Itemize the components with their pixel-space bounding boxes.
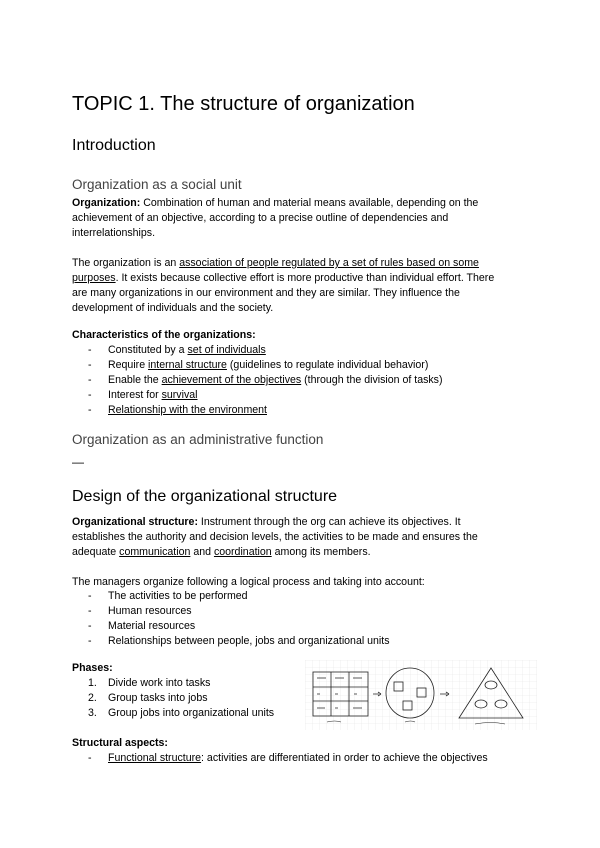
characteristics-list [88, 343, 443, 418]
paragraph-text: development of individuals and the society. [72, 302, 274, 314]
phases-list [88, 676, 274, 721]
definition-term: Organization: [72, 197, 141, 209]
list-item: - Constituted by a set of individuals [88, 344, 266, 356]
list-item: 3. Group jobs into organizational units [88, 707, 275, 719]
definition-text: interrelationships. [72, 227, 156, 239]
communication-link: communication [119, 546, 191, 558]
design-heading: Design of the organizational structure [72, 488, 338, 505]
list-item: - Human resources [88, 605, 192, 617]
paragraph-text: The organization is an [72, 257, 180, 269]
functional-structure-link: Functional structure [108, 752, 202, 764]
list-item: 2. Group tasks into jobs [88, 692, 208, 704]
page-title: TOPIC 1. The structure of organization [72, 93, 415, 115]
organization-phases-sketch [305, 660, 537, 730]
list-item: - Enable the achievement of the objectives (through the division of tasks) [88, 374, 443, 386]
definition-term: Organizational structure: [72, 516, 198, 528]
managers-paragraph: The managers organize following a logical process and taking into account: [72, 576, 425, 588]
introduction-heading: Introduction [72, 137, 156, 154]
coordination-link: coordination [213, 546, 272, 558]
association-link: association of people regulated by a set of rules based on some [179, 257, 479, 269]
list-item: - The activities to be performed [88, 590, 248, 602]
list-item: - Relationship with the environment [88, 404, 267, 416]
paragraph-text: are many organizations in our environment and they are similar. They influence the [72, 287, 460, 299]
considerations-list [88, 589, 390, 649]
structural-aspects-list [88, 751, 488, 766]
characteristics-heading: Characteristics of the organizations: [72, 329, 256, 341]
organization-definition [72, 196, 532, 241]
list-item: - Functional structure: activities are differentiated in order to achieve the objectives [88, 752, 488, 764]
paragraph-text: . It exists because collective effort is more productive than individual effort. There [115, 272, 495, 284]
list-item: 1. Divide work into tasks [88, 677, 211, 689]
phases-heading: Phases: [72, 662, 113, 674]
list-item: - Interest for survival [88, 389, 198, 401]
structural-aspects-heading: Structural aspects: [72, 737, 168, 749]
organization-paragraph [72, 256, 532, 316]
definition-text: achievement of an objective, according to a precise outline of dependencies and [72, 212, 449, 224]
definition-text: Combination of human and material means available, depending on the [140, 197, 479, 209]
list-item: - Relationships between people, jobs and organizational units [88, 635, 390, 647]
horizontal-rule-dash: — [72, 455, 84, 469]
administrative-function-heading: Organization as an administrative function [72, 432, 324, 447]
purposes-link: purposes [72, 272, 116, 284]
structure-definition: Organizational structure: Instrument through the org can achieve its objectives. It establishes the authority and decision levels, the activities to be made and ensures the adequate communication and coordination among its members. [72, 516, 478, 558]
list-item: - Require internal structure (guidelines to regulate individual behavior) [88, 359, 429, 371]
social-unit-heading: Organization as a social unit [72, 177, 242, 192]
list-item: - Material resources [88, 620, 196, 632]
